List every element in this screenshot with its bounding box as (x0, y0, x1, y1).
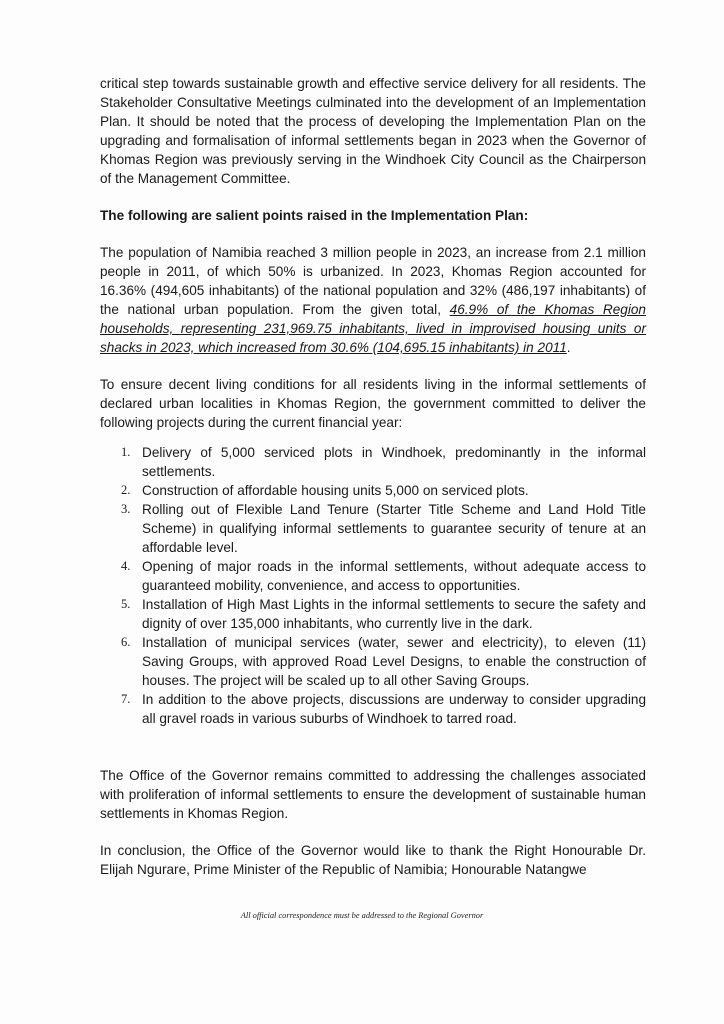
highlighted-statistic: 46.9% of the Khomas Region households, representing 231,969.75 inhabitants, lived in improvised housing units or shacks in 2023, which increased from 30.6% (104,695.15 inhabitants) in 2011 (100, 302, 646, 355)
list-item-text: Opening of major roads in the informal settlements, without adequate access to guaranteed mobility, convenience, and access to opportunities. (142, 559, 646, 593)
list-item (100, 481, 646, 500)
list-number: 3. (121, 502, 131, 516)
list-item-text: Delivery of 5,000 serviced plots in Windhoek, predominantly in the informal settlements. (142, 445, 646, 479)
list-item (100, 500, 646, 557)
list-item-text: Rolling out of Flexible Land Tenure (Starter Title Scheme and Land Hold Title Scheme) in qualifying informal settlements to guarantee security of tenure at an affordable level. (142, 502, 646, 555)
population-paragraph (100, 243, 646, 357)
section-heading: The following are salient points raised in the Implementation Plan: (100, 208, 529, 223)
list-number: 6. (121, 635, 131, 649)
list-number: 2. (121, 483, 131, 497)
list-item (100, 690, 646, 728)
list-number: 5. (121, 597, 131, 611)
list-item (100, 557, 646, 595)
list-item (100, 595, 646, 633)
list-item-text: In addition to the above projects, discussions are underway to consider upgrading all gravel roads in various suburbs of Windhoek to tarred road. (142, 692, 646, 726)
population-text: The population of Namibia reached 3 million people in 2023, an increase from 2.1 million people in 2011, of which 50% is urbanized. In 2023, Khomas Region accounted for 16.36% (494,605 inhabitants) of the national population and 32% (486,197 inhabitants) of the national urban population. From the given total, (100, 245, 646, 317)
list-item (100, 633, 646, 690)
conclusion-paragraph: In conclusion, the Office of the Governor would like to thank the Right Honourable Dr. Elijah Ngurare, Prime Minister of the Republic of Namibia; Honourable Natangwe (100, 843, 646, 877)
intro-paragraph: critical step towards sustainable growth and effective service delivery for all residents. The Stakeholder Consultative Meetings culminated into the development of an Implementation Plan. It should be noted that the process of developing the Implementation Plan on the upgrading and formalisation of informal settlements began in 2023 when the Governor of Khomas Region was previously serving in the Windhoek City Council as the Chairperson of the Management Committee. (100, 76, 646, 186)
list-item-text: Installation of municipal services (water, sewer and electricity), to eleven (11) Saving Groups, with approved Road Level Designs, to enable the construction of houses. The project will be scaled up to all other Saving Groups. (142, 635, 646, 688)
projects-list (100, 443, 646, 728)
list-item-text: Installation of High Mast Lights in the informal settlements to secure the safety and dignity of over 135,000 inhabitants, who currently live in the dark. (142, 597, 646, 631)
document-body (100, 74, 646, 879)
page-footer: All official correspondence must be addressed to the Regional Governor (240, 911, 484, 920)
list-number: 1. (121, 445, 131, 459)
list-item-text: Construction of affordable housing units 5,000 on serviced plots. (142, 483, 529, 498)
list-number: 7. (121, 692, 131, 706)
governor-commitment-paragraph: The Office of the Governor remains committed to addressing the challenges associated with proliferation of informal settlements to ensure the development of sustainable human settlements in Khomas Region. (100, 768, 646, 821)
commitment-paragraph: To ensure decent living conditions for all residents living in the informal settlements of declared urban localities in Khomas Region, the government committed to deliver the following projects during the current financial year: (100, 377, 646, 430)
list-item (100, 443, 646, 481)
population-text-end: . (566, 340, 571, 355)
list-number: 4. (121, 559, 131, 573)
